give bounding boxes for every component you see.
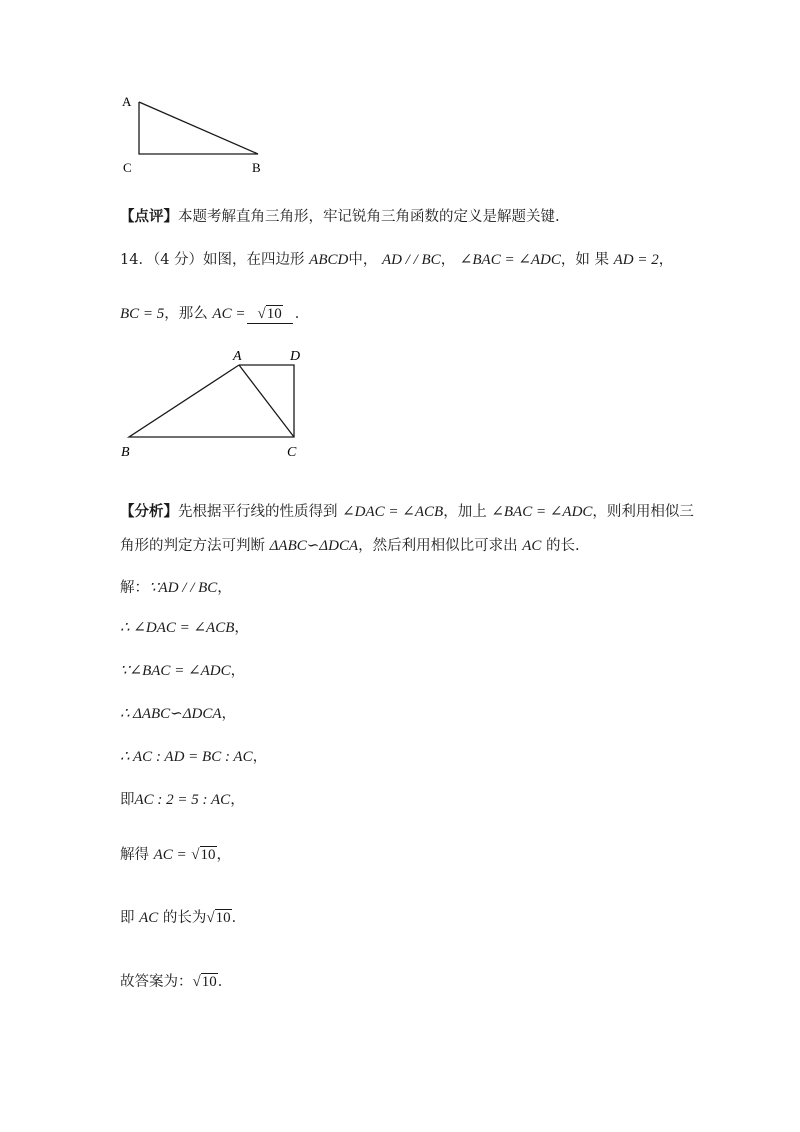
solution-s3: ∵∠BAC = ∠ADC <box>120 663 231 679</box>
solution-s7-pre: 解得 <box>120 847 149 863</box>
right-triangle-figure <box>110 90 280 180</box>
comment-text: 本题考解直角三角形，牢记锐角三角函数的定义是解题关键. <box>178 209 560 225</box>
analysis-p5: ，然后利用相似比可求出 <box>358 538 518 554</box>
question-end-2: ． <box>294 306 310 322</box>
solution-line-1 <box>120 576 232 597</box>
analysis-p3: ，则利用相似三 <box>592 504 694 520</box>
answer-radicand: 10 <box>266 306 282 322</box>
solution-s1: ∵AD / / BC <box>149 580 218 596</box>
condition-angle: ∠BAC = ∠ADC <box>459 252 561 268</box>
solution-s5: ∴ AC : AD = BC : AC <box>120 749 253 765</box>
final-pre: 故答案为： <box>120 974 193 990</box>
solution-s6: AC : 2 = 5 : AC <box>134 792 231 808</box>
question-text-3: ，如 果 <box>560 252 609 268</box>
analysis-p2: ，加上 <box>443 504 487 520</box>
solution-s5-end: ， <box>252 749 268 765</box>
solution-s6-end: ， <box>230 792 245 808</box>
solution-line-7: 解得 AC = √10， <box>120 847 231 863</box>
comment-tag: 【点评】 <box>120 208 178 225</box>
ask-ac: AC = <box>212 306 246 322</box>
final-radicand: 10 <box>201 974 217 990</box>
quad-outline <box>129 365 294 437</box>
question-score: （4 分） <box>152 252 204 268</box>
question-text-4: ，那么 <box>164 306 208 322</box>
condition-parallel: AD / / BC <box>381 252 441 268</box>
solution-s1-end: ， <box>217 580 232 596</box>
answer-blank: √10 <box>247 305 292 324</box>
condition-ad: AD = 2 <box>613 252 659 268</box>
solution-intro: 解： <box>120 580 149 596</box>
solution-s4-end: ， <box>221 706 237 722</box>
analysis-e2: ∠BAC = ∠ADC <box>491 504 593 520</box>
solution-s7-radicand: 10 <box>200 847 216 863</box>
question-line-1 <box>120 248 673 269</box>
analysis-line-1 <box>120 500 694 521</box>
separator: ， <box>440 252 456 268</box>
triangle-acb <box>139 102 258 154</box>
solution-s3-end: ， <box>230 663 246 679</box>
label-c: C <box>287 445 297 460</box>
comment-line <box>120 205 560 226</box>
analysis-p6: 的长. <box>546 538 580 554</box>
question-text-1: 如图，在四边形 <box>203 252 305 268</box>
label-a: A <box>233 349 242 364</box>
question-text-2: 中， <box>348 252 378 268</box>
analysis-tag: 【分析】 <box>120 503 178 520</box>
solution-s4: ∴ ΔABC∽ΔDCA <box>120 706 222 722</box>
solution-line-3 <box>120 659 245 680</box>
label-b: B <box>252 160 261 175</box>
solution-s8-pre: 即 <box>120 910 135 926</box>
analysis-p1: 先根据平行线的性质得到 <box>178 504 338 520</box>
solution-line-5 <box>120 745 267 766</box>
label-c: C <box>123 160 132 175</box>
label-b: B <box>121 445 130 460</box>
solution-line-8: 即 AC 的长为√10． <box>120 910 247 926</box>
solution-s7-end: ， <box>216 847 231 863</box>
solution-s8-mid: 的长为 <box>162 910 207 926</box>
solution-s2-end: ， <box>234 620 249 636</box>
analysis-e4: AC <box>522 538 542 554</box>
quad-name: ABCD <box>309 252 349 268</box>
label-d: D <box>290 349 301 364</box>
label-a: A <box>122 94 132 109</box>
analysis-p4: 角形的判定方法可判断 <box>120 538 265 554</box>
quadrilateral-figure <box>115 345 315 465</box>
question-end-1: ， <box>658 252 674 268</box>
question-line-2 <box>120 302 309 324</box>
solution-s6-pre: 即 <box>120 792 135 808</box>
solution-s8-end: ． <box>231 910 247 926</box>
solution-line-4 <box>120 702 236 723</box>
solution-s7: AC = <box>153 847 187 863</box>
analysis-e1: ∠DAC = ∠ACB <box>342 504 444 520</box>
solution-s8-radicand: 10 <box>215 910 231 926</box>
final-end: ． <box>217 974 233 990</box>
analysis-line-2 <box>120 534 580 555</box>
final-answer-line: 故答案为：√10． <box>120 974 233 990</box>
diagonal-ac <box>239 365 294 437</box>
solution-s8-var: AC <box>139 910 159 926</box>
solution-line-6 <box>120 788 245 809</box>
analysis-e3: ΔABC∽ΔDCA <box>269 538 359 554</box>
condition-bc: BC = 5 <box>120 306 165 322</box>
solution-line-2 <box>120 616 249 637</box>
question-number: 14． <box>120 252 153 268</box>
solution-s2: ∴ ∠DAC = ∠ACB <box>120 620 235 636</box>
